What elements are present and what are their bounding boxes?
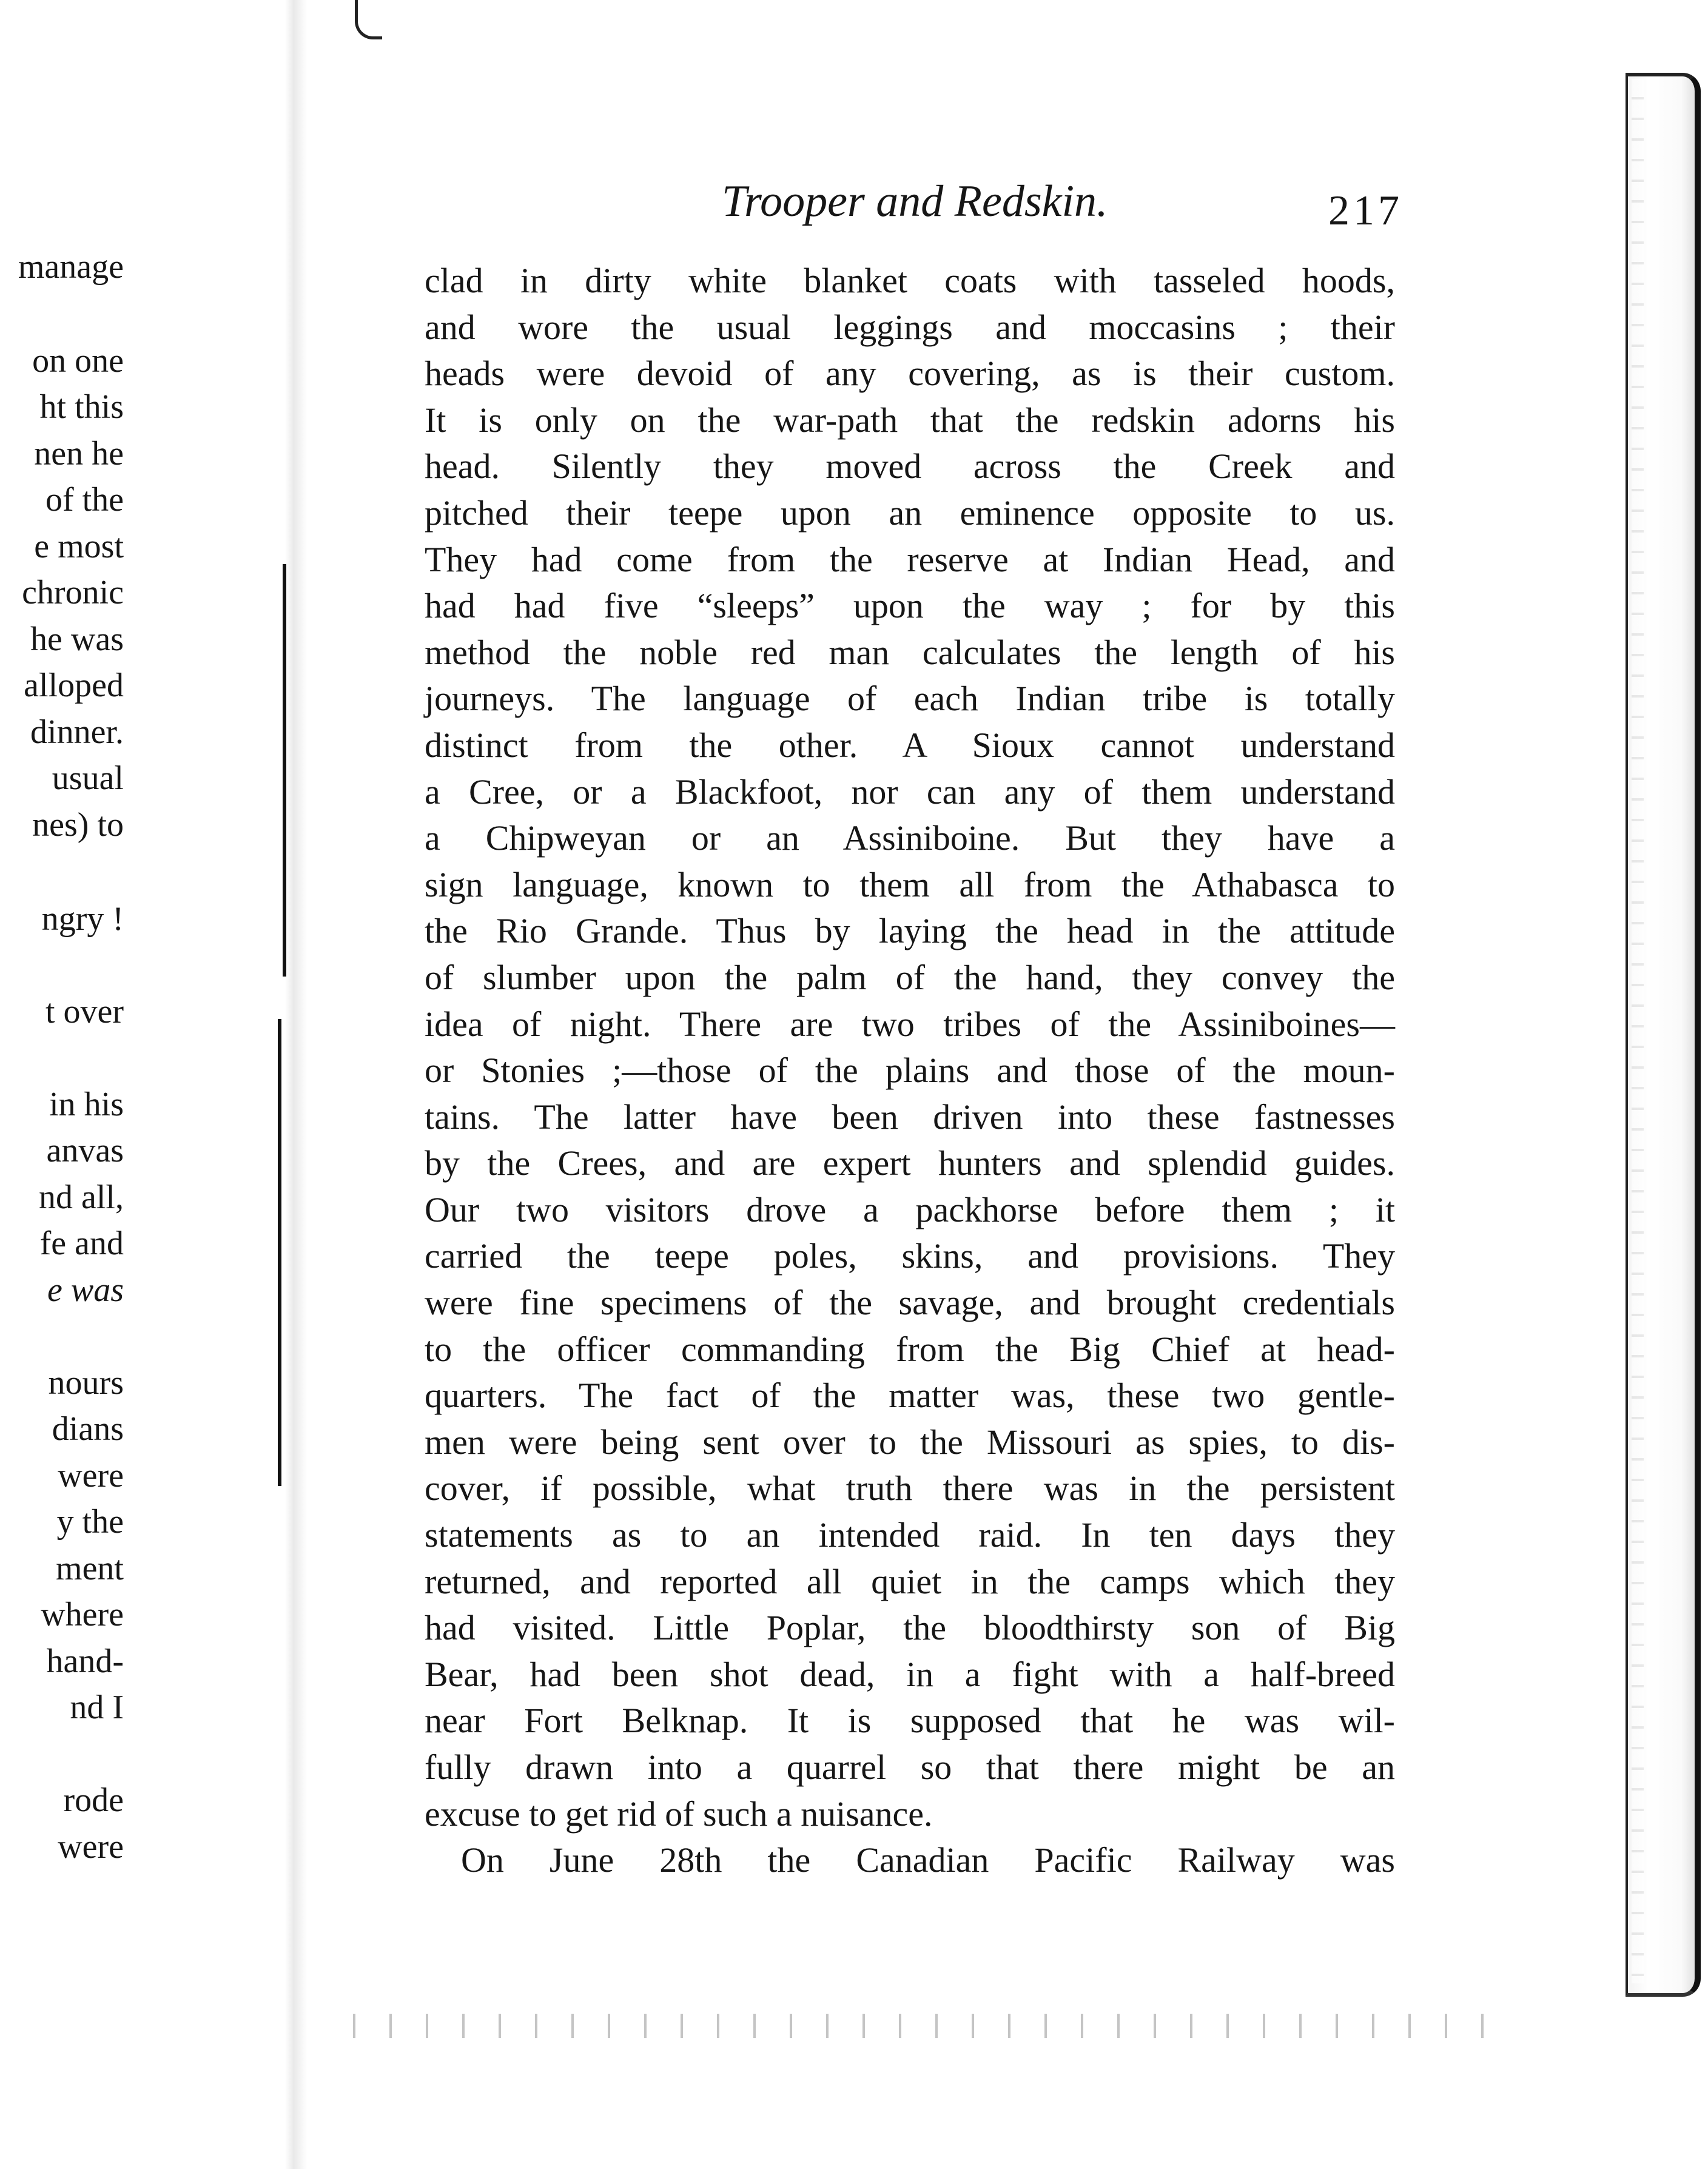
- text-line: had had five “sleeps” upon the way ; for by this: [425, 586, 1395, 626]
- left-fragment: dians: [52, 1410, 124, 1448]
- left-fragment: ht this: [39, 388, 124, 426]
- left-fragment: in his: [49, 1086, 124, 1123]
- text-line: clad in dirty white blanket coats with tasseled hoods,: [425, 261, 1395, 300]
- text-line: distinct from the other. A Sioux cannot understand: [425, 725, 1395, 765]
- text-line: pitched their teepe upon an eminence opposite to us.: [425, 493, 1395, 533]
- left-facing-page: [0, 0, 285, 2169]
- text-line: were fine specimens of the savage, and brought credentials: [425, 1283, 1395, 1323]
- left-fragment: nen he: [34, 435, 124, 472]
- left-fragment: were: [58, 1828, 124, 1866]
- page-number: 217: [1328, 187, 1403, 234]
- gutter-shadow-line: [278, 1019, 281, 1486]
- text-line: quarters. The fact of the matter was, these two gentle-: [425, 1376, 1395, 1416]
- left-fragment: nours: [48, 1364, 124, 1402]
- text-line: of slumber upon the palm of the hand, they convey the: [425, 957, 1395, 997]
- text-line: men were being sent over to the Missouri as spies, to dis-: [425, 1422, 1395, 1462]
- left-fragment: dinner.: [30, 713, 124, 751]
- left-fragment: anvas: [46, 1132, 124, 1169]
- text-line: sign language, known to them all from the Athabasca to: [425, 864, 1395, 904]
- text-line: fully drawn into a quarrel so that there might be an: [425, 1747, 1395, 1787]
- text-line: a Cree, or a Blackfoot, nor can any of them understand: [425, 772, 1395, 812]
- left-fragment: ment: [56, 1550, 124, 1587]
- book-gutter: [285, 0, 307, 2169]
- left-fragment: of the: [45, 481, 124, 519]
- text-line: a Chipweyan or an Assiniboine. But they have a: [425, 818, 1395, 858]
- text-line: excuse to get rid of such a nuisance.: [425, 1794, 933, 1834]
- left-fragment: fe and: [39, 1225, 124, 1262]
- text-line: idea of night. There are two tribes of the Assiniboines—: [425, 1004, 1395, 1044]
- text-line: carried the teepe poles, skins, and provisions. They: [425, 1236, 1395, 1276]
- left-fragment: were: [58, 1457, 124, 1495]
- left-fragment: he was: [30, 620, 124, 658]
- text-line: near Fort Belknap. It is supposed that he was wil-: [425, 1701, 1395, 1741]
- text-line: method the noble red man calculates the length of his: [425, 632, 1395, 672]
- left-fragment: e was: [47, 1271, 124, 1309]
- text-line: had visited. Little Poplar, the bloodthirsty son of Big: [425, 1608, 1395, 1648]
- left-fragment: chronic: [22, 574, 124, 611]
- body-text: [425, 258, 1395, 1884]
- page-bottom-scuff: [340, 2014, 1492, 2038]
- left-fragment: nd I: [70, 1689, 124, 1726]
- left-fragment: alloped: [24, 667, 124, 704]
- text-line: It is only on the war-path that the redskin adorns his: [425, 400, 1395, 440]
- left-fragment: hand-: [46, 1643, 124, 1680]
- left-fragment: nes) to: [32, 806, 124, 844]
- text-line: by the Crees, and are expert hunters and splendid guides.: [425, 1143, 1395, 1183]
- text-line: On June 28th the Canadian Pacific Railway was: [461, 1840, 1395, 1880]
- left-fragment: nd all,: [39, 1179, 124, 1216]
- text-line: tains. The latter have been driven into these fastnesses: [425, 1097, 1395, 1137]
- left-fragment: ngry !: [41, 900, 124, 938]
- text-line: heads were devoid of any covering, as is their custom.: [425, 354, 1395, 394]
- left-fragment: on one: [32, 342, 124, 380]
- left-fragment: manage: [18, 248, 124, 286]
- text-line: returned, and reported all quiet in the camps which they: [425, 1561, 1395, 1601]
- left-fragment: rode: [63, 1781, 124, 1819]
- running-title: Trooper and Redskin.: [722, 177, 1108, 226]
- text-line: Bear, had been shot dead, in a fight with a half-breed: [425, 1654, 1395, 1694]
- text-line: They had come from the reserve at Indian Head, and: [425, 539, 1395, 579]
- left-fragment: t over: [45, 993, 124, 1031]
- left-fragment: usual: [52, 759, 124, 797]
- running-head: [722, 176, 1407, 237]
- text-line: statements as to an intended raid. In ten days they: [425, 1515, 1395, 1555]
- left-fragment: e most: [34, 528, 124, 565]
- left-fragment: y the: [56, 1503, 124, 1541]
- text-line: head. Silently they moved across the Creek and: [425, 446, 1395, 486]
- text-line: the Rio Grande. Thus by laying the head in the attitude: [425, 911, 1395, 951]
- text-line: and wore the usual leggings and moccasins ; their: [425, 307, 1395, 347]
- binding-mark: [355, 0, 382, 39]
- left-fragment: where: [41, 1596, 124, 1633]
- text-line: journeys. The language of each Indian tribe is totally: [425, 679, 1395, 719]
- page-edge-texture: [1632, 79, 1644, 1983]
- gutter-shadow-line: [283, 564, 286, 977]
- text-line: Our two visitors drove a packhorse before them ; it: [425, 1189, 1395, 1229]
- text-line: to the officer commanding from the Big Chief at head-: [425, 1329, 1395, 1369]
- text-line: cover, if possible, what truth there was in the persistent: [425, 1468, 1395, 1508]
- text-line: or Stonies ;—those of the plains and those of the moun-: [425, 1051, 1395, 1091]
